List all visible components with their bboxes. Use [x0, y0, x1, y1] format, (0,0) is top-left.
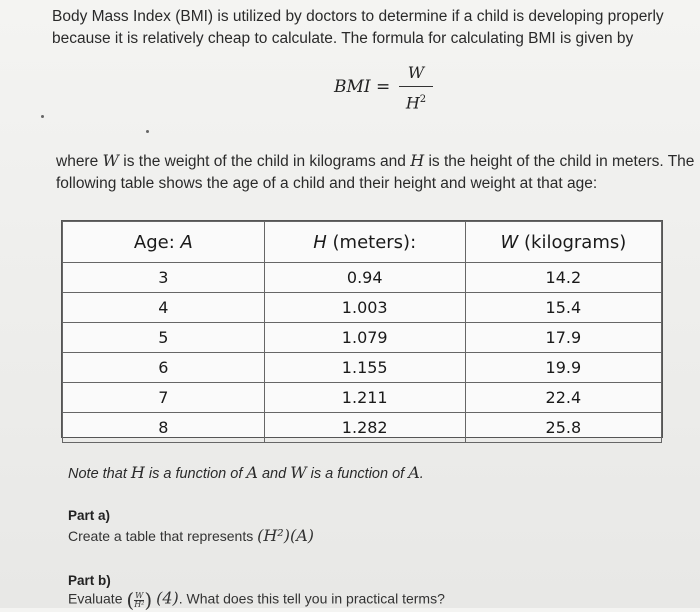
note-text [68, 463, 424, 482]
speck-dot [41, 115, 44, 118]
table-row [63, 293, 662, 323]
cell-height: 1.079 [264, 323, 465, 353]
var-h: H [130, 463, 145, 482]
fraction-denominator: H² [134, 599, 145, 609]
data-table [61, 220, 663, 438]
header-var: H [313, 231, 327, 253]
intro-paragraph [52, 6, 692, 50]
var-a: A [246, 463, 258, 482]
header-label: Age: [133, 231, 181, 253]
table-row [63, 383, 662, 413]
part-a-text [68, 526, 314, 545]
cell-age: 3 [63, 263, 265, 293]
cell-height: 1.155 [264, 353, 465, 383]
formula-denominator [399, 89, 433, 111]
table-header-row [63, 222, 662, 263]
cell-height: 1.003 [264, 293, 465, 323]
intro-line-1: Body Mass Index (BMI) is utilized by doctors to determine if a child is developing properly [52, 8, 664, 25]
var-w: W [102, 151, 119, 170]
var-w: W [290, 463, 307, 482]
intro-line-2: because it is relatively cheap to calculate. The formula for calculating BMI is given by [52, 30, 634, 47]
header-weight [465, 222, 661, 263]
header-label: (meters): [326, 231, 417, 253]
where-paragraph [56, 150, 700, 195]
cell-weight: 14.2 [465, 263, 661, 293]
cell-height: 1.282 [264, 413, 465, 443]
cell-height: 1.211 [264, 383, 465, 413]
cell-age: 8 [63, 413, 265, 443]
formula-numerator: W [407, 63, 425, 82]
fraction-numerator: W [135, 590, 144, 600]
table-row [63, 353, 662, 383]
fraction-bar [399, 86, 433, 87]
table-row [63, 323, 662, 353]
note-part: is a function of [144, 466, 247, 482]
cell-weight: 19.9 [465, 353, 661, 383]
var-h: H [410, 151, 425, 170]
where-line-2: following table shows the age of a child and their height and weight at that age: [56, 175, 598, 192]
cell-age: 7 [63, 383, 265, 413]
header-height [264, 222, 465, 263]
part-a-expression: (H²)(A) [257, 526, 314, 545]
header-var: A [180, 231, 193, 253]
cell-age: 5 [63, 323, 265, 353]
part-b-fraction [134, 592, 144, 609]
header-var: W [500, 231, 519, 253]
where-line-1 [56, 150, 700, 173]
part-b-argument: (4) [156, 588, 179, 608]
cell-weight: 25.8 [465, 413, 661, 443]
where-text: where [56, 153, 103, 170]
where-text: is the height of the child in meters. The [424, 153, 695, 170]
where-text: is the weight of the child in kilograms and [118, 153, 411, 170]
note-part: is a function of [306, 466, 409, 482]
note-part: Note that [68, 466, 131, 482]
note-part: and [257, 466, 291, 482]
cell-age: 4 [63, 293, 265, 323]
header-age [63, 222, 265, 263]
cell-height: 0.94 [264, 263, 465, 293]
formula-fraction [399, 62, 433, 111]
note-part: . [419, 466, 424, 482]
cell-weight: 22.4 [465, 383, 661, 413]
formula-lhs: BMI = [334, 77, 391, 97]
part-b-label: Part b) [68, 573, 111, 588]
table-row [63, 263, 662, 293]
cell-weight: 17.9 [465, 323, 661, 353]
part-a-instruction: Create a table that represents [68, 528, 258, 544]
part-a-label: Part a) [68, 508, 111, 523]
table-row [63, 413, 662, 443]
denominator-exponent: 2 [419, 94, 427, 105]
cell-weight: 15.4 [465, 293, 661, 323]
var-a: A [408, 463, 420, 482]
speck-dot [146, 130, 149, 133]
part-b-question: . What does this tell you in practical terms? [178, 590, 445, 607]
denominator-var: H [405, 93, 420, 113]
header-label: (kilograms) [518, 231, 627, 253]
part-b-text: Evaluate ($\frac{W}{\text{H²}}$ ) (4). What does this tell you in practical terms? [68, 588, 445, 612]
cell-age: 6 [63, 353, 265, 383]
part-b-instruction: Evaluate [68, 590, 127, 607]
